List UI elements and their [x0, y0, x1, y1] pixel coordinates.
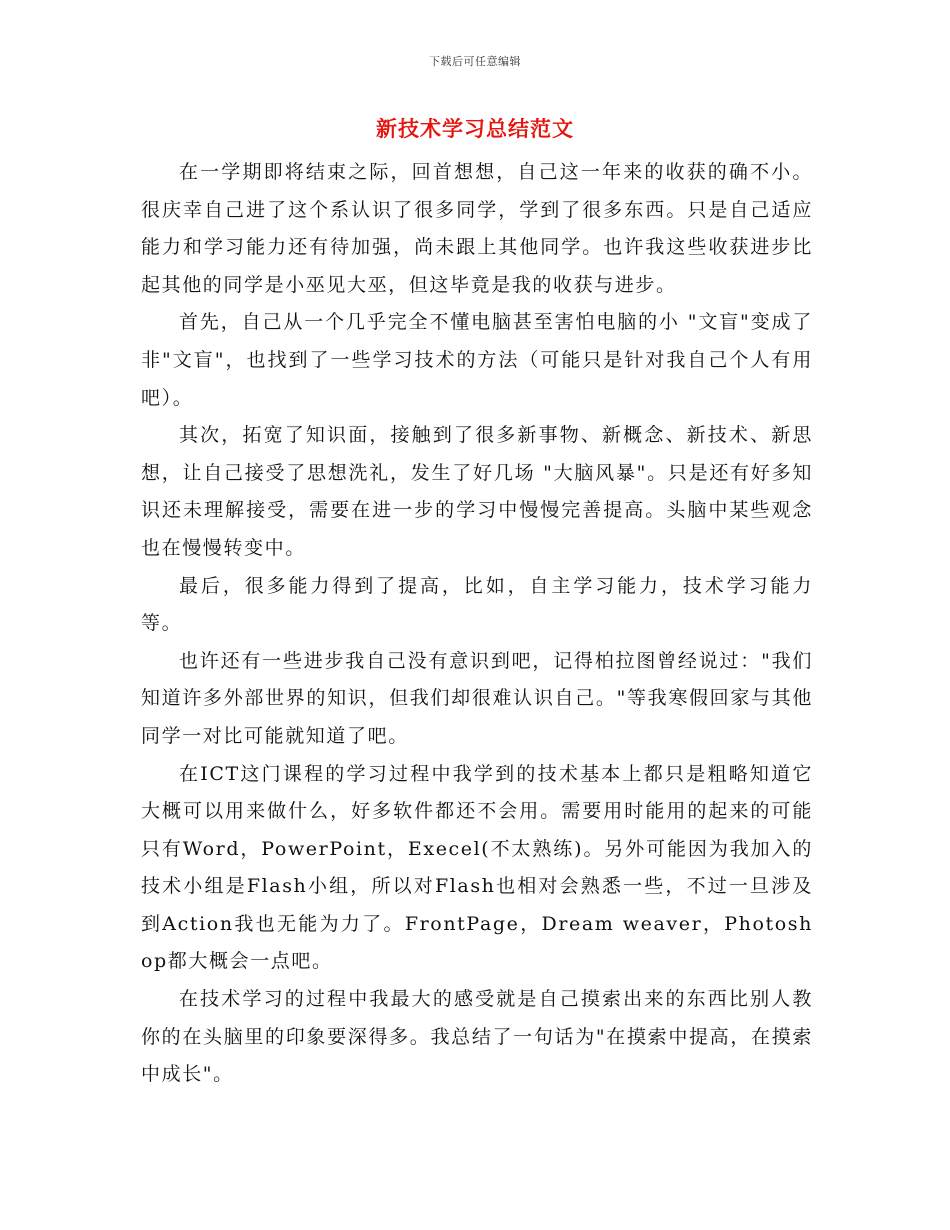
document-body: [141, 154, 813, 1094]
document-title: 新技术学习总结范文: [376, 116, 574, 141]
paragraph: 也许还有一些进步我自己没有意识到吧，记得柏拉图曾经说过："我们知道许多外部世界的知识，但我们却很难认识自己。"等我寒假回家与其他同学一对比可能就知道了吧。: [141, 649, 813, 747]
paragraph: 在一学期即将结束之际，回首想想，自己这一年来的收获的确不小。很庆幸自己进了这个系认识了很多同学，学到了很多东西。只是自己适应能力和学习能力还有待加强，尚未跟上其他同学。也许我这些收获进步比起其他的同学是小巫见大巫，但这毕竟是我的收获与进步。: [141, 161, 813, 296]
paragraph: 首先，自己从一个几乎完全不懂电脑甚至害怕电脑的小 "文盲"变成了非"文盲"，也找到了一些学习技术的方法（可能只是针对我自己个人有用吧）。: [141, 311, 813, 409]
paragraph: 最后，很多能力得到了提高，比如，自主学习能力，技术学习能力等。: [141, 574, 813, 635]
paragraph: 在技术学习的过程中我最大的感受就是自己摸索出来的东西比别人教你的在头脑里的印象要深得多。我总结了一句话为"在摸索中提高，在摸索中成长"。: [141, 988, 813, 1086]
header-note: 下载后可任意编辑: [429, 55, 521, 68]
paragraph: 其次，拓宽了知识面，接触到了很多新事物、新概念、新技术、新思想，让自己接受了思想洗礼，发生了好几场 "大脑风暴"。只是还有好多知识还未理解接受，需要在进一步的学习中慢慢完善提高。头脑中某些观念也在慢慢转变中。: [141, 424, 813, 559]
paragraph: 在ICT这门课程的学习过程中我学到的技术基本上都只是粗略知道它大概可以用来做什么，好多软件都还不会用。需要用时能用的起来的可能只有Word，PowerPoint，Execel(不太熟练)。另外可能因为我加入的技术小组是Flash小组，所以对Flash也相对会熟悉一些，不过一旦涉及到Action我也无能为力了。FrontPage，Dream weaver，Photoshop都大概会一点吧。: [141, 762, 813, 973]
